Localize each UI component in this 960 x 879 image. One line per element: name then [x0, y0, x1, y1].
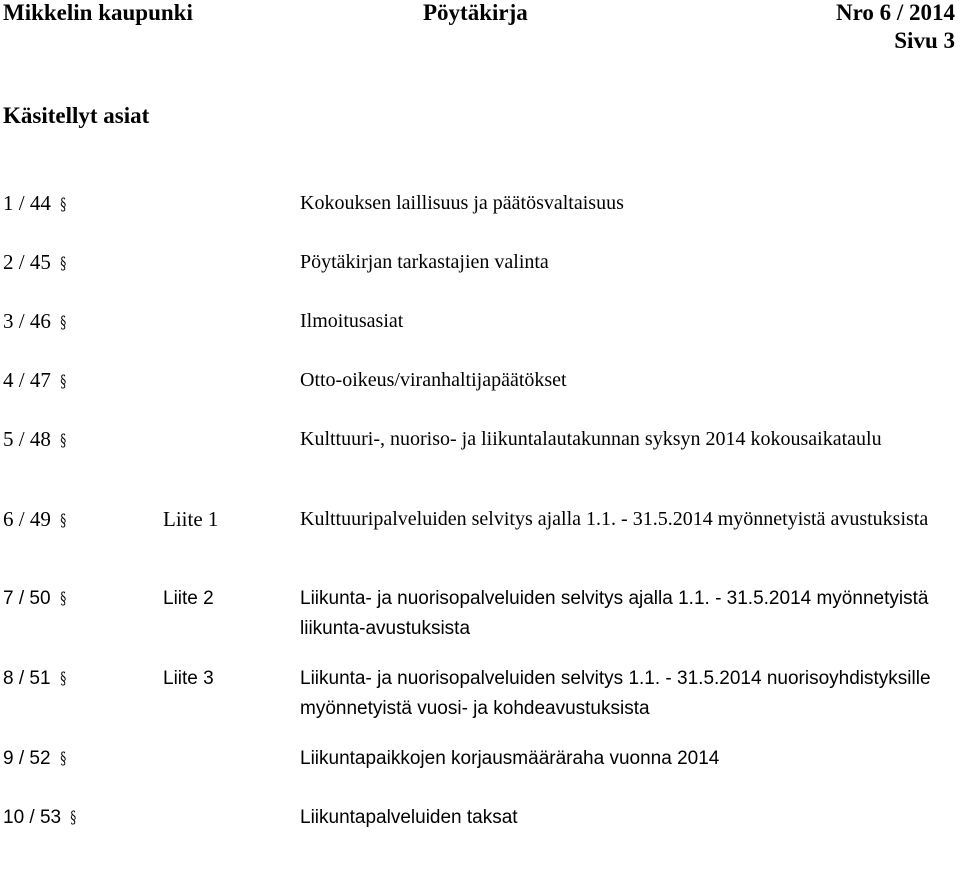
item-title: Liikuntapaikkojen korjausmääräraha vuonna 2014: [300, 748, 720, 769]
item-title: Kulttuuri-, nuoriso- ja liikuntalautakunnan syksyn 2014 kokousaikataulu: [300, 428, 882, 450]
section-sign-icon: §: [59, 669, 66, 689]
item-number: 9 / 52 §: [3, 744, 67, 774]
agenda-item: [0, 247, 960, 306]
document-number: Nro 6 / 2014: [835, 0, 955, 25]
agenda-item: [0, 424, 960, 504]
document-type: Pöytäkirja: [423, 0, 528, 25]
item-title: Liikunta- ja nuorisopalveluiden selvitys ajalla 1.1. - 31.5.2014 myönnetyistä liikunta-avustuksista: [300, 588, 929, 639]
item-title: Liikuntapalveluiden taksat: [300, 807, 518, 828]
item-attachment: Liite 3: [163, 668, 214, 689]
organization-name: Mikkelin kaupunki: [3, 0, 193, 25]
section-sign-icon: §: [60, 372, 67, 392]
item-title: Kulttuuripalveluiden selvitys ajalla 1.1. - 31.5.2014 myönnetyistä avustuksista: [300, 508, 929, 530]
section-heading: Käsitellyt asiat: [3, 103, 150, 128]
item-title: Kokouksen laillisuus ja päätösvaltaisuus: [300, 192, 624, 214]
section-sign-icon: §: [60, 254, 67, 274]
agenda-item: [0, 664, 960, 744]
item-title: Ilmoitusasiat: [300, 310, 404, 332]
section-sign-icon: §: [60, 195, 67, 215]
agenda-item: [0, 306, 960, 365]
agenda-item: [0, 504, 960, 584]
item-title: Pöytäkirjan tarkastajien valinta: [300, 251, 549, 273]
item-number: 4 / 47 §: [3, 365, 67, 397]
item-number: 8 / 51 §: [3, 664, 67, 694]
agenda-item: [0, 584, 960, 664]
item-number: 7 / 50 §: [3, 584, 67, 614]
agenda-list: [0, 188, 960, 862]
agenda-item: [0, 365, 960, 424]
section-sign-icon: §: [70, 808, 77, 828]
item-number: 10 / 53 §: [3, 803, 78, 833]
section-sign-icon: §: [60, 511, 67, 531]
section-sign-icon: §: [60, 313, 67, 333]
item-number: 5 / 48 §: [3, 424, 67, 456]
page-number: Sivu 3: [894, 28, 955, 53]
agenda-item: [0, 188, 960, 247]
section-sign-icon: §: [59, 749, 66, 769]
item-title: Liikunta- ja nuorisopalveluiden selvitys 1.1. - 31.5.2014 nuorisoyhdistyksille myönnetyistä vuosi- ja kohdeavustuksista: [300, 668, 931, 719]
item-number: 6 / 49 §: [3, 504, 67, 536]
item-number: 1 / 44 §: [3, 188, 67, 220]
section-sign-icon: §: [59, 589, 66, 609]
item-attachment: Liite 1: [163, 507, 219, 531]
item-attachment: Liite 2: [163, 588, 214, 609]
item-title: Otto-oikeus/viranhaltijapäätökset: [300, 369, 567, 391]
agenda-item: [0, 744, 960, 803]
agenda-item: [0, 803, 960, 862]
section-sign-icon: §: [60, 431, 67, 451]
item-number: 2 / 45 §: [3, 247, 67, 279]
item-number: 3 / 46 §: [3, 306, 67, 338]
page-header: [0, 0, 960, 60]
